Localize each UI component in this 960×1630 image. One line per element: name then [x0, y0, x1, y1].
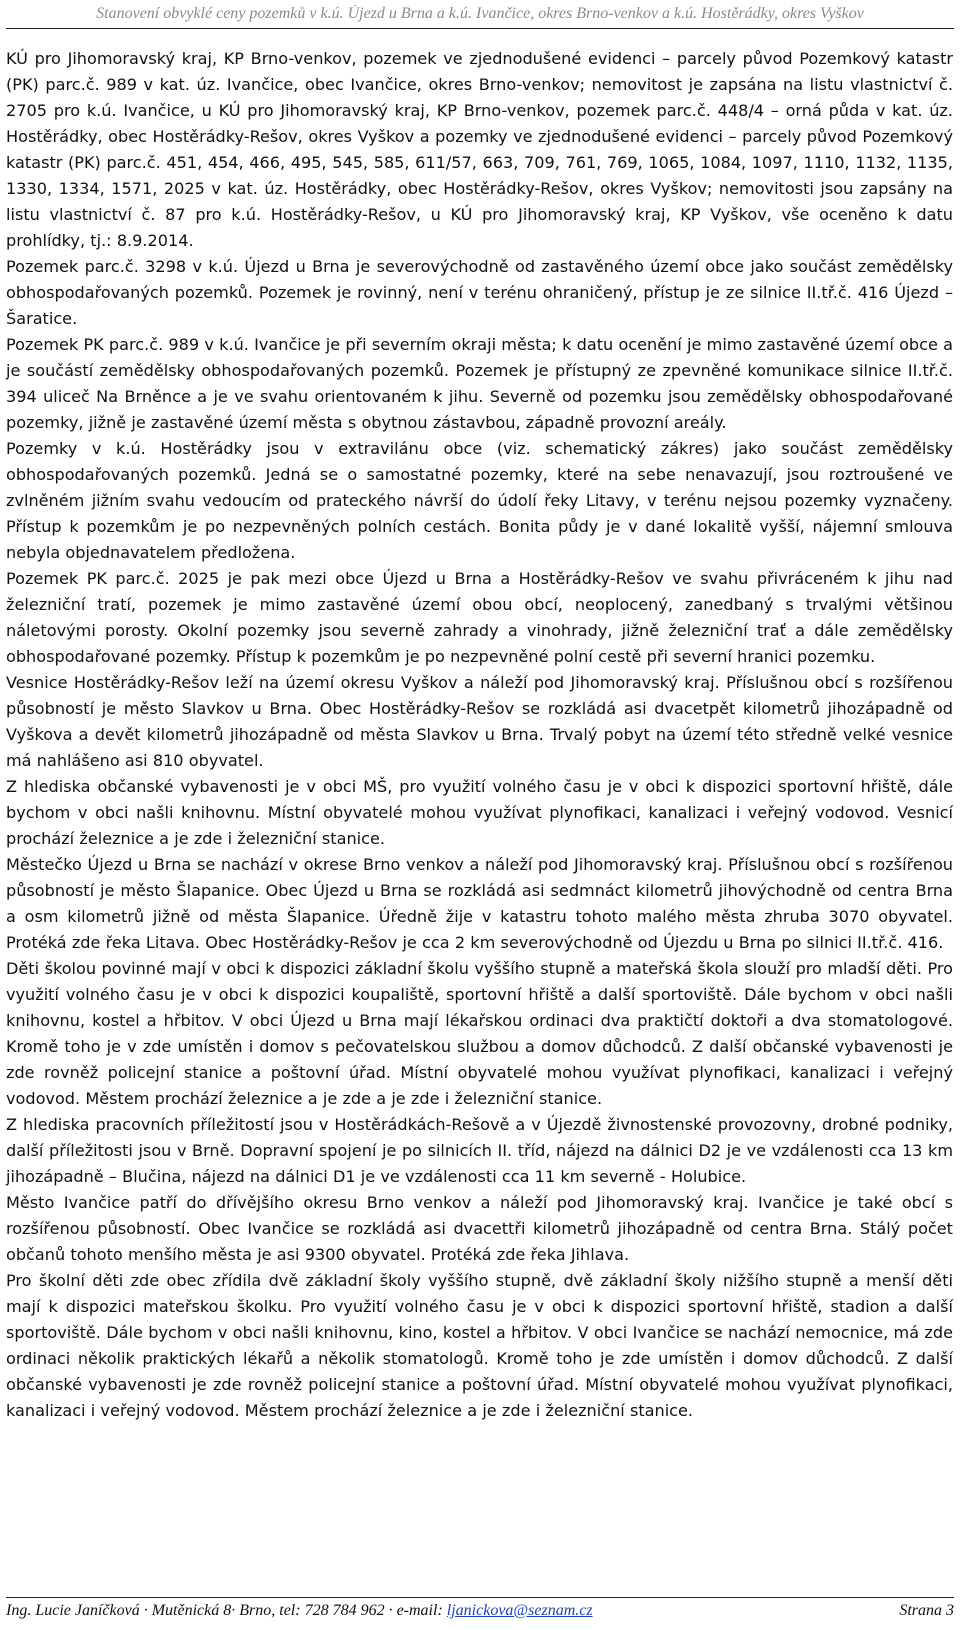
document-body: [6, 46, 953, 1424]
paragraph-hosteradky-parcels: Pozemky v k.ú. Hostěrádky jsou v extravilánu obce (viz. schematický zákres) jako součást zemědělsky obhospodařovaných pozemků. Jedná se o samostatné pozemky, které na sebe nenavazují, jsou roztroušené ve zvlněném jižním svahu vedoucím od prateckého návrší do údolí řeky Litavy, v terénu nejsou pozemky vyznačeny. Přístup k pozemkům je po nezpevněných polních cestách. Bonita půdy je v dané lokalitě vyšší, nájemní smlouva nebyla objednavatelem předložena.: [6, 439, 953, 562]
paragraph-ivancice-amenities: Pro školní děti zde obec zřídila dvě základní školy vyššího stupně, dvě základní školy nižšího stupně a menší děti mají k dispozici mateřskou školku. Pro využití volného času je v obci k dispozici sportovní hřiště, stadion a další sportoviště. Dále bychom v obci našli knihovnu, kino, kostel a hřbitov. V obci Ivančice se nachází nemocnice, má zde ordinaci několik praktických lékařů a několik stomatologů. Kromě toho je zde umístěn i domov důchodců. Z další občanské vybavenosti je zde rovněž policejní stanice a poštovní úřad. Místní obyvatelé mohou využívat plynofikaci, kanalizaci i veřejný vodovod. Městem prochází železnice a je zde i železniční stanice.: [6, 1271, 953, 1420]
paragraph-work-transport: Z hlediska pracovních příležitostí jsou v Hostěrádkách-Rešově a v Újezdě živnostenské provozovny, drobné podniky, další příležitosti jsou v Brně. Dopravní spojení je po silnicích II. tříd, nájezd na dálnici D2 je ve vzdálenosti cca 13 km jihozápadně – Blučina, nájezd na dálnici D1 je ve vzdálenosti cca 11 km severně - Holubice.: [6, 1115, 953, 1186]
paragraph-property-identification: KÚ pro Jihomoravský kraj, KP Brno-venkov, pozemek ve zjednodušené evidenci – parcely původ Pozemkový katastr (PK) parc.č. 989 v kat. úz. Ivančice, obec Ivančice, okres Brno-venkov; nemovitost je zapsána na listu vlastnictví č. 2705 pro k.ú. Ivančice, u KÚ pro Jihomoravský kraj, KP Brno-venkov, pozemek parc.č. 448/4 – orná půda v kat. úz. Hostěrádky, obec Hostěrádky-Rešov, okres Vyškov a pozemky ve zjednodušené evidenci – parcely původ Pozemkový katastr (PK) parc.č. 451, 454, 466, 495, 545, 585, 611/57, 663, 709, 761, 769, 1065, 1084, 1097, 1110, 1132, 1135, 1330, 1334, 1571, 2025 v kat. úz. Hostěrádky, obec Hostěrádky-Rešov, okres Vyškov; nemovitosti jsou zapsány na listu vlastnictví č. 87 pro k.ú. Hostěrádky-Rešov, u KÚ pro Jihomoravský kraj, KP Vyškov, vše oceněno k datu prohlídky, tj.: 8.9.2014.: [6, 49, 953, 250]
paragraph-ivancice-parcel: Pozemek PK parc.č. 989 v k.ú. Ivančice je při severním okraji města; k datu ocenění je mimo zastavěné území obce a je součástí zemědělsky obhospodařovaných pozemků. Pozemek je přístupný ze zpevněné komunikace silnice II.tř.č. 394 uliceč Na Brněnce a je ve svahu orientovaném k jihu. Severně od pozemku jsou zemědělsky obhospodařované pozemky, jižně je zastavěné území města s obytnou zástavbou, západně provozní areály.: [6, 335, 953, 432]
footer-email-link[interactable]: ljanickova@seznam.cz: [446, 1602, 593, 1619]
page-footer: [6, 1597, 954, 1620]
paragraph-ujezd-parcel: Pozemek parc.č. 3298 v k.ú. Újezd u Brna je severovýchodně od zastavěného území obce jako součást zemědělsky obhospodařovaných pozemků. Pozemek je rovinný, není v terénu ohraničený, přístup je ze silnice II.tř.č. 416 Újezd – Šaratice.: [6, 257, 953, 328]
page-number: Strana 3: [899, 1602, 954, 1619]
paragraph-parcel-2025: Pozemek PK parc.č. 2025 je pak mezi obce Újezd u Brna a Hostěrádky-Rešov ve svahu přivráceném k jihu nad železniční tratí, pozemek je mimo zastavěné území obou obcí, neoplocený, zanedbaný s trvalými většinou náletovými porosty. Okolní pozemky jsou severně zahrady a vinohrady, jižně železniční trať a dále zemědělsky obhospodařované pozemky. Přístup k pozemkům je po nezpevněné polní cestě při severní hranici pozemku.: [6, 569, 953, 666]
paragraph-hosteradky-amenities: Z hlediska občanské vybavenosti je v obci MŠ, pro využití volného času je v obci k dispozici sportovní hřiště, dále bychom v obci našli knihovnu. Místní obyvatelé mohou využívat plynofikaci, kanalizaci i veřejný vodovod. Vesnicí prochází železnice a je zde i železniční stanice.: [6, 777, 953, 848]
paragraph-ivancice-town: Město Ivančice patří do dřívějšího okresu Brno venkov a náleží pod Jihomoravský kraj. Ivančice je také obcí s rozšířenou působností. Obec Ivančice se rozkládá asi dvacettři kilometrů jihozápadně od centra Brna. Stálý počet občanů tohoto menšího města je asi 9300 obyvatel. Protéká zde řeka Jihlava.: [6, 1193, 953, 1264]
paragraph-ujezd-amenities: Děti školou povinné mají v obci k dispozici základní školu vyššího stupně a mateřská škola slouží pro mladší děti. Pro využití volného času je v obci k dispozici koupaliště, sportovní hřiště a další sportoviště. Dále bychom v obci našli knihovnu, kostel a hřbitov. V obci Újezd u Brna mají lékařskou ordinaci dva praktičtí doktoři a dva stomatologové. Kromě toho je v zde umístěn i domov s pečovatelskou službou a domov důchodců. Z další občanské vybavenosti je zde rovněž policejní stanice a poštovní úřad. Místní obyvatelé mohou využívat plynofikaci, kanalizaci i veřejný vodovod. Městem prochází železnice a je zde a je zde i železniční stanice.: [6, 959, 953, 1108]
paragraph-ujezd-town: Městečko Újezd u Brna se nachází v okrese Brno venkov a náleží pod Jihomoravský kraj. Příslušnou obcí s rozšířenou působností je město Šlapanice. Obec Újezd u Brna se rozkládá asi sedmnáct kilometrů jihovýchodně od centra Brna a osm kilometrů jižně od města Šlapanice. Úředně žije v katastru tohoto malého města zhruba 3070 obyvatel. Protéká zde řeka Litava. Obec Hostěrádky-Rešov je cca 2 km severovýchodně od Újezdu u Brna po silnici II.tř.č. 416.: [6, 855, 953, 952]
paragraph-hosteradky-village: Vesnice Hostěrádky-Rešov leží na území okresu Vyškov a náleží pod Jihomoravský kraj. Příslušnou obcí s rozšířenou působností je město Slavkov u Brna. Obec Hostěrádky-Rešov se rozkládá asi dvacetpět kilometrů jihozápadně od Vyškova a devět kilometrů jihozápadně od města Slavkov u Brna. Trvalý pobyt na území této středně velké vesnice má nahlášeno asi 810 obyvatel.: [6, 673, 953, 770]
footer-author: Ing. Lucie Janíčková · Mutěnická 8· Brno, tel: 728 784 962 · e-mail:: [6, 1602, 443, 1619]
running-header: Stanovení obvyklé ceny pozemků v k.ú. Újezd u Brna a k.ú. Ivančice, okres Brno-venkov a k.ú. Hostěrádky, okres Vyškov: [6, 5, 954, 29]
